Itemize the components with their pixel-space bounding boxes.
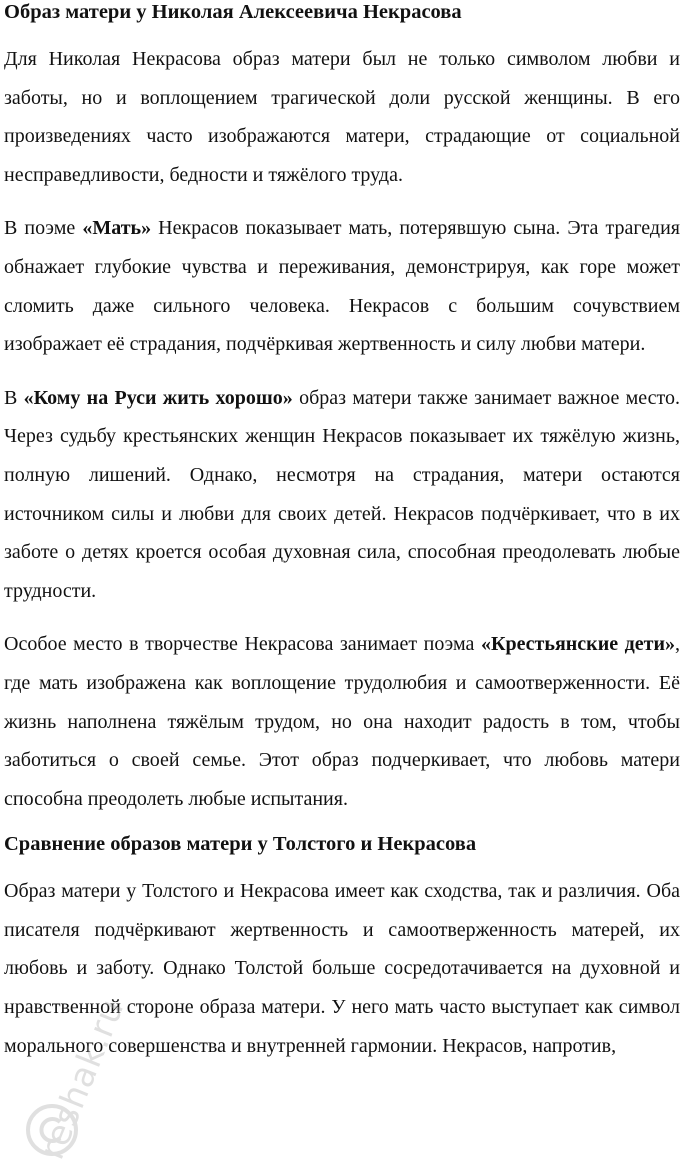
copyright-icon bbox=[22, 1100, 82, 1160]
watermark-text: reshak.ru bbox=[32, 993, 133, 1165]
paragraph-text: В поэме bbox=[4, 217, 83, 240]
section-heading-comparison: Сравнение образов матери у Толстого и Некрасова bbox=[4, 833, 477, 856]
paragraph-text: , где мать изображена как воплощение трудолюбия и самоотверженности. Её жизнь наполнена тяжёлым трудом, но она находит радость в том, чтобы заботиться о своей семье. Этот образ подчеркивает, что любовь матери способна преодолеть любые испытания. bbox=[4, 633, 680, 810]
poem-title-rus: «Кому на Руси жить хорошо» bbox=[23, 386, 293, 409]
section-heading-nekrasov: Образ матери у Николая Алексеевича Некрасова bbox=[4, 1, 462, 23]
paragraph-poem-deti bbox=[4, 625, 680, 818]
paragraph-text: образ матери также занимает важное место. Через судьбу крестьянских женщин Некрасов показывает их тяжёлую жизнь, полную лишений. Однако, несмотря на страдания, матери остаются источником силы и любви для своих детей. Некрасов подчёркивает, что в их заботе о детях кроется особая духовная сила, способная преодолевать любые трудности. bbox=[4, 386, 680, 602]
paragraph-text: Некрасов показывает мать, потерявшую сына. Эта трагедия обнажает глубокие чувства и переживания, демонстрируя, как горе может сломить даже сильного человека. Некрасов с большим сочувствием изображает её страдания, подчёркивая жертвенность и силу любви матери. bbox=[4, 217, 680, 356]
paragraph-intro: Для Николая Некрасова образ матери был не только символом любви и заботы, но и воплощением трагической доли русской женщины. В его произведениях часто изображаются матери, страдающие от социальной несправедливости, бедности и тяжёлого труда. bbox=[4, 48, 680, 186]
paragraph-text: В bbox=[4, 386, 24, 409]
poem-title-deti: «Крестьянские дети» bbox=[480, 633, 676, 656]
paragraph-comparison: Образ матери у Толстого и Некрасова имеет как сходства, так и различия. Оба писателя подчёркивают жертвенность и самоотверженность матерей, их любовь и заботу. Однако Толстой больше сосредотачивается на духовной и нравственной стороне образа матери. У него мать часто выступает как символ морального совершенства и внутренней гармонии. Некрасов, напротив, bbox=[4, 880, 680, 1057]
paragraph-text: Особое место в творчестве Некрасова занимает поэма bbox=[4, 633, 481, 656]
paragraph-poem-rus bbox=[4, 379, 680, 611]
document-page bbox=[4, 0, 680, 1065]
paragraph-poem-mat bbox=[4, 209, 680, 363]
poem-title-mat: «Мать» bbox=[82, 217, 152, 240]
